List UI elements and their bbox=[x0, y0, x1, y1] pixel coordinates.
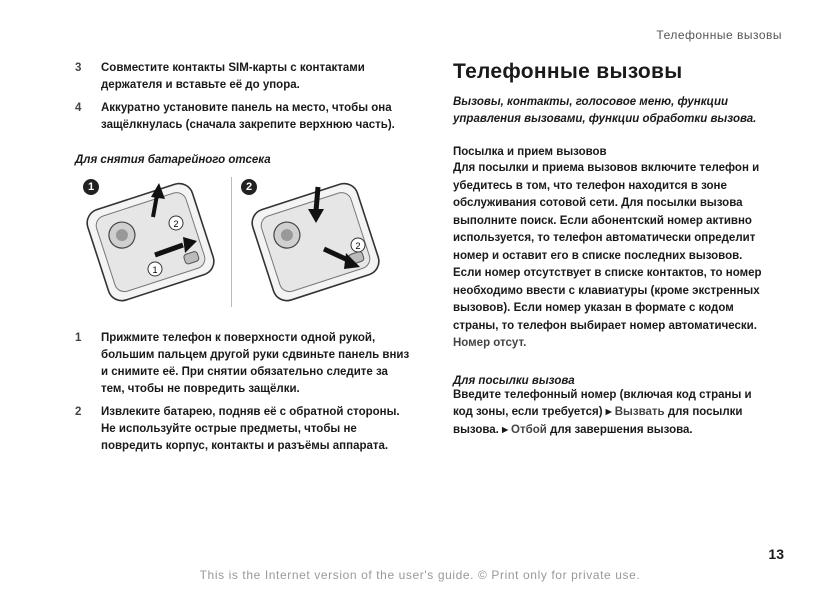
make-call-text-c: для завершения вызова. bbox=[550, 423, 693, 436]
section-header: Телефонные вызовы bbox=[656, 28, 782, 42]
call-softkey-label: Вызвать bbox=[614, 406, 665, 418]
arrow-icon: ▸ bbox=[605, 406, 612, 418]
section-body-calls bbox=[453, 160, 773, 353]
svg-text:2: 2 bbox=[173, 219, 179, 229]
battery-cover-subheading: Для снятия батарейного отсека bbox=[75, 154, 271, 166]
figure-label-1: 1 bbox=[83, 179, 99, 195]
no-number-link: Номер отсут. bbox=[453, 337, 527, 349]
section-heading-make-call: Для посылки вызова bbox=[453, 374, 575, 387]
steps-top bbox=[75, 60, 410, 134]
phone-back-figure-1 bbox=[75, 177, 225, 307]
step-number: 1 bbox=[75, 332, 82, 344]
step-number: 3 bbox=[75, 62, 82, 74]
left-column bbox=[75, 60, 410, 461]
section-body-make-call bbox=[453, 387, 773, 440]
make-call-section bbox=[453, 375, 773, 440]
phone-illustration bbox=[75, 177, 410, 312]
svg-text:2: 2 bbox=[355, 241, 361, 251]
footer-note: This is the Internet version of the user's guide. © Print only for private use. bbox=[199, 568, 641, 582]
page-number: 13 bbox=[768, 546, 784, 562]
step-number: 2 bbox=[75, 406, 82, 418]
figure-divider bbox=[231, 177, 232, 307]
right-column bbox=[453, 60, 773, 439]
figure-label-2: 2 bbox=[241, 179, 257, 195]
arrow-icon: ▸ bbox=[502, 423, 508, 436]
step-text: Аккуратно установите панель на место, чтобы она защёлкнулась (сначала закрепите верхнюю часть). bbox=[101, 102, 395, 131]
step-item bbox=[75, 60, 410, 94]
step-text: Извлеките батарею, подняв её с обратной стороны. Не используйте острые предметы, чтобы не повредить корпус, контакты и разъёмы аппарата. bbox=[101, 406, 400, 452]
make-call-text-b: для посылки вызова. bbox=[453, 406, 743, 436]
make-call-text-a: Введите телефонный номер (включая код страны и код зоны, если требуется) bbox=[453, 388, 752, 418]
step-text: Совместите контакты SIM-карты с контактами держателя и вставьте её до упора. bbox=[101, 62, 365, 91]
svg-text:1: 1 bbox=[152, 265, 158, 275]
steps-bottom bbox=[75, 330, 410, 455]
step-text: Прижмите телефон к поверхности одной рукой, большим пальцем другой руки сдвиньте панель вниз и снимите её. При снятии обязательно следите за тем, чтобы не повредить защёлки. bbox=[101, 332, 410, 395]
step-item bbox=[75, 100, 410, 134]
intro-text: Вызовы, контакты, голосовое меню, функции управления вызовами, функции обработки вызова. bbox=[453, 96, 757, 125]
section-body-text: Для посылки и приема вызовов включите телефон и убедитесь в том, что телефон находится в зоне обслуживания сотовой сети. Для посылки вызова выполните поиск. Если абонентский номер активно используется, то телефон автоматически определит номер и оставит его в списке последних вызовов. Если номер отсутствует в списке контактов, то номер необходимо ввести с клавиатуры (кроме экстренных вызовов). Если номер указан в формате с кодом страны, то телефон выбирает номер автоматически. bbox=[453, 162, 762, 332]
step-item bbox=[75, 404, 410, 455]
phone-back-figure-2 bbox=[240, 177, 390, 307]
step-number: 4 bbox=[75, 102, 82, 114]
end-call-softkey-label: Отбой bbox=[511, 423, 547, 436]
step-item bbox=[75, 330, 410, 398]
page-title: Телефонные вызовы bbox=[453, 60, 683, 83]
section-heading-calls: Посылка и прием вызовов bbox=[453, 146, 607, 158]
